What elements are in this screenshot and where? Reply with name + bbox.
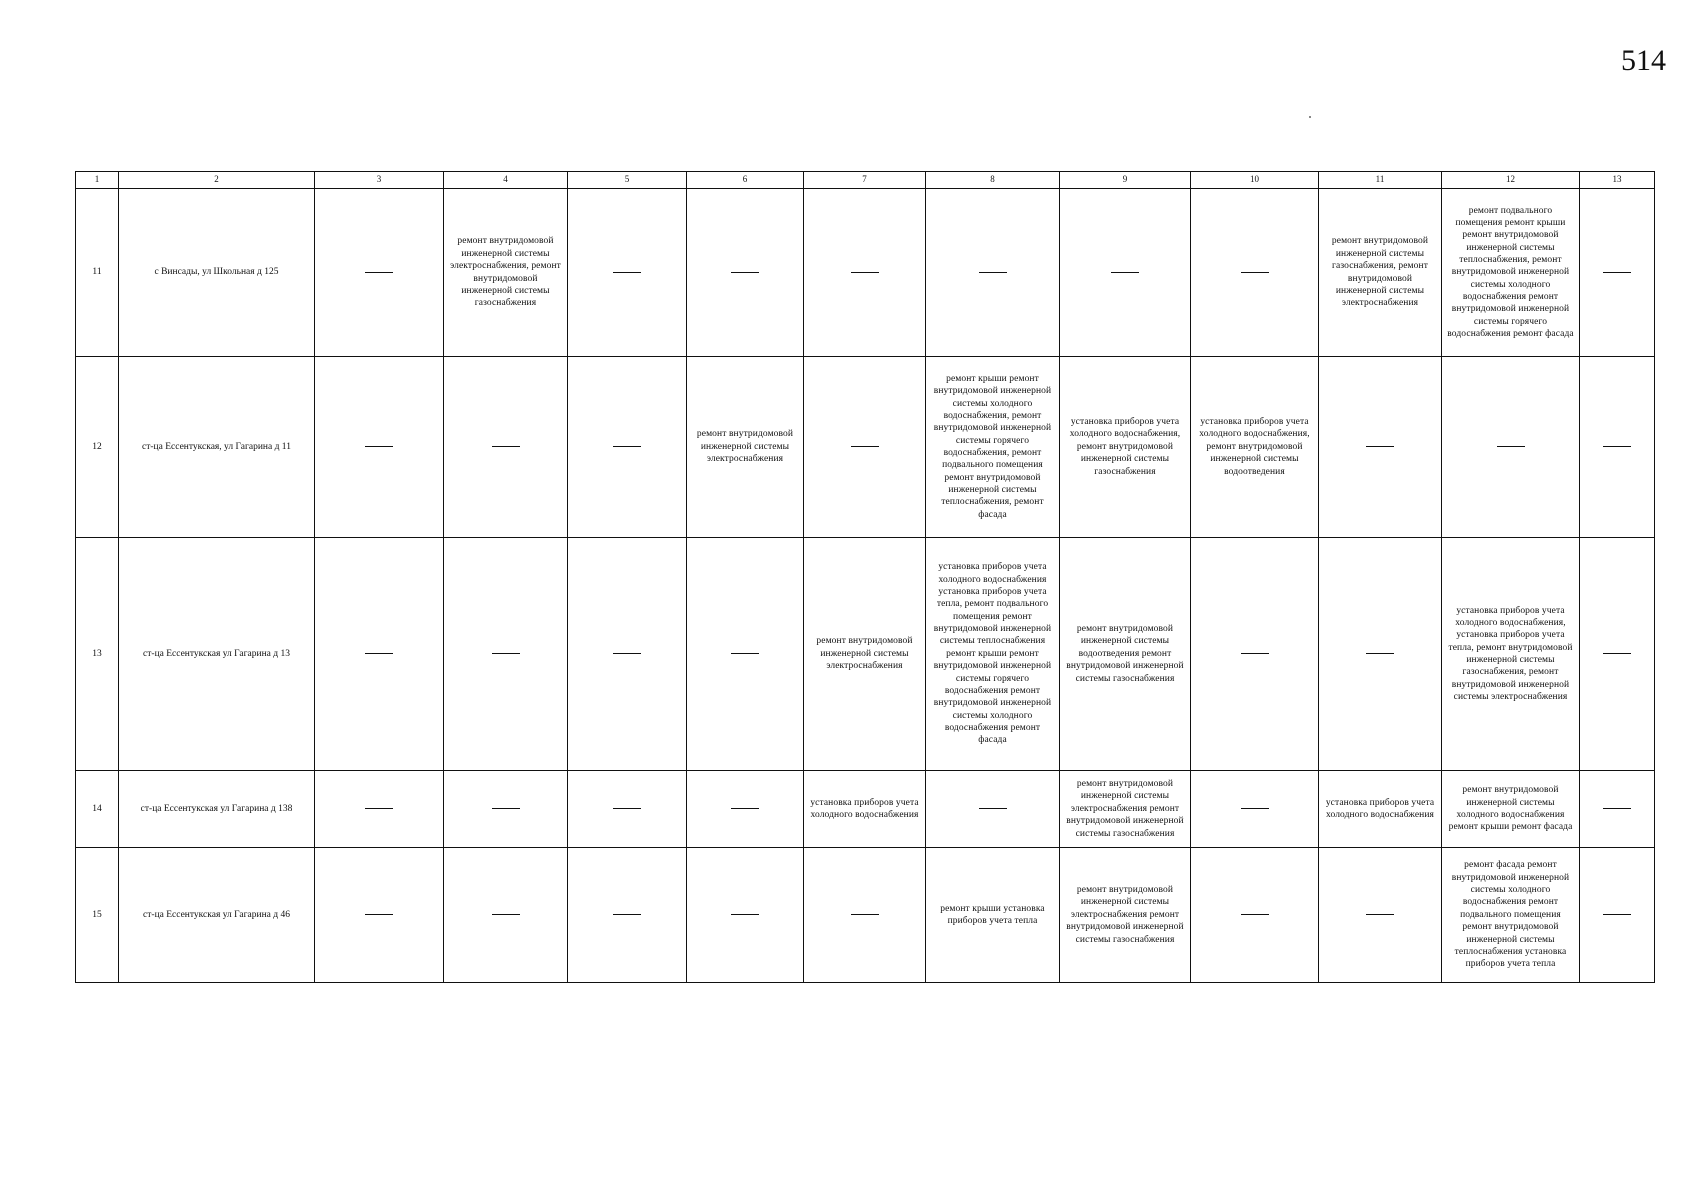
column-header: 1	[76, 172, 119, 189]
dash-mark	[731, 808, 759, 809]
row-number: 13	[76, 538, 119, 771]
empty-cell	[687, 771, 804, 848]
dash-mark	[1603, 272, 1631, 273]
dash-mark	[1603, 446, 1631, 447]
table-row	[76, 357, 1655, 538]
row-number: 14	[76, 771, 119, 848]
dash-mark	[1366, 446, 1394, 447]
works-cell: ремонт внутридомовой инженерной системы электроснабжения ремонт внутридомовой инженерной системы газоснабжения	[1060, 848, 1191, 983]
empty-cell	[1580, 771, 1655, 848]
row-number: 12	[76, 357, 119, 538]
empty-cell	[1580, 848, 1655, 983]
page-number: 514	[1621, 44, 1666, 77]
dash-mark	[1241, 272, 1269, 273]
dash-mark	[979, 272, 1007, 273]
address-cell: ст-ца Ессентукская ул Гагарина д 46	[119, 848, 315, 983]
empty-cell	[444, 771, 568, 848]
dash-mark	[365, 446, 393, 447]
works-cell: ремонт фасада ремонт внутридомовой инженерной системы холодного водоснабжения ремонт подвального помещения ремонт внутридомовой инженерной системы теплоснабжения установка приборов учета тепла	[1442, 848, 1580, 983]
dash-mark	[731, 272, 759, 273]
dash-mark	[1111, 272, 1139, 273]
works-cell: ремонт внутридомовой инженерной системы холодного водоснабжения ремонт крыши ремонт фасада	[1442, 771, 1580, 848]
column-header: 12	[1442, 172, 1580, 189]
address-cell: ст-ца Ессентукская ул Гагарина д 138	[119, 771, 315, 848]
dash-mark	[851, 272, 879, 273]
dash-mark	[613, 914, 641, 915]
works-cell: установка приборов учета холодного водоснабжения, установка приборов учета тепла, ремонт внутридомовой инженерной системы газоснабжения, ремонт внутридомовой инженерной системы электроснабжения	[1442, 538, 1580, 771]
works-cell: ремонт внутридомовой инженерной системы водоотведения ремонт внутридомовой инженерной системы газоснабжения	[1060, 538, 1191, 771]
works-cell: установка приборов учета холодного водоснабжения установка приборов учета тепла, ремонт подвального помещения ремонт внутридомовой инженерной системы теплоснабжения ремонт крыши ремонт внутридомовой инженерной системы горячего водоснабжения ремонт внутридомовой инженерной системы холодного водоснабжения ремонт фасада	[926, 538, 1060, 771]
empty-cell	[1191, 189, 1319, 357]
column-header: 10	[1191, 172, 1319, 189]
column-header: 8	[926, 172, 1060, 189]
works-cell: ремонт крыши установка приборов учета тепла	[926, 848, 1060, 983]
dash-mark	[365, 914, 393, 915]
row-number: 11	[76, 189, 119, 357]
column-header: 3	[315, 172, 444, 189]
empty-cell	[568, 771, 687, 848]
table-row	[76, 771, 1655, 848]
dash-mark	[979, 808, 1007, 809]
dash-mark	[1603, 808, 1631, 809]
empty-cell	[1319, 848, 1442, 983]
empty-cell	[687, 189, 804, 357]
empty-cell	[444, 848, 568, 983]
column-header: 6	[687, 172, 804, 189]
empty-cell	[804, 189, 926, 357]
works-cell: ремонт внутридомовой инженерной системы электроснабжения	[804, 538, 926, 771]
dash-mark	[613, 808, 641, 809]
dash-mark	[613, 653, 641, 654]
empty-cell	[315, 538, 444, 771]
empty-cell	[1191, 848, 1319, 983]
dash-mark	[492, 446, 520, 447]
dash-mark	[731, 914, 759, 915]
dash-mark	[365, 808, 393, 809]
empty-cell	[1442, 357, 1580, 538]
empty-cell	[444, 357, 568, 538]
dash-mark	[365, 272, 393, 273]
empty-cell	[926, 189, 1060, 357]
works-cell: установка приборов учета холодного водоснабжения	[804, 771, 926, 848]
empty-cell	[1319, 357, 1442, 538]
column-header: 13	[1580, 172, 1655, 189]
empty-cell	[315, 771, 444, 848]
dash-mark	[1603, 653, 1631, 654]
dash-mark	[1241, 914, 1269, 915]
scan-speck	[1309, 116, 1311, 118]
dash-mark	[731, 653, 759, 654]
works-cell: установка приборов учета холодного водоснабжения, ремонт внутридомовой инженерной системы водоотведения	[1191, 357, 1319, 538]
dash-mark	[365, 653, 393, 654]
works-cell: ремонт внутридомовой инженерной системы электроснабжения ремонт внутридомовой инженерной системы газоснабжения	[1060, 771, 1191, 848]
empty-cell	[315, 848, 444, 983]
empty-cell	[1580, 357, 1655, 538]
empty-cell	[804, 357, 926, 538]
column-header: 7	[804, 172, 926, 189]
dash-mark	[1366, 914, 1394, 915]
address-cell: ст-ца Ессентукская ул Гагарина д 13	[119, 538, 315, 771]
table-row	[76, 538, 1655, 771]
empty-cell	[568, 189, 687, 357]
column-header: 5	[568, 172, 687, 189]
works-cell: установка приборов учета холодного водоснабжения, ремонт внутридомовой инженерной системы газоснабжения	[1060, 357, 1191, 538]
dash-mark	[1241, 653, 1269, 654]
dash-mark	[1241, 808, 1269, 809]
dash-mark	[1497, 446, 1525, 447]
dash-mark	[851, 914, 879, 915]
empty-cell	[444, 538, 568, 771]
address-cell: с Винсады, ул Школьная д 125	[119, 189, 315, 357]
empty-cell	[926, 771, 1060, 848]
empty-cell	[1060, 189, 1191, 357]
dash-mark	[613, 446, 641, 447]
works-cell: ремонт крыши ремонт внутридомовой инженерной системы холодного водоснабжения, ремонт внутридомовой инженерной системы горячего водоснабжения, ремонт подвального помещения ремонт внутридомовой инженерной системы теплоснабжения, ремонт фасада	[926, 357, 1060, 538]
empty-cell	[687, 848, 804, 983]
dash-mark	[851, 446, 879, 447]
works-cell: ремонт внутридомовой инженерной системы электроснабжения	[687, 357, 804, 538]
column-header: 4	[444, 172, 568, 189]
row-number: 15	[76, 848, 119, 983]
empty-cell	[568, 357, 687, 538]
empty-cell	[568, 538, 687, 771]
dash-mark	[613, 272, 641, 273]
dash-mark	[492, 808, 520, 809]
column-header: 2	[119, 172, 315, 189]
dash-mark	[1603, 914, 1631, 915]
empty-cell	[315, 189, 444, 357]
dash-mark	[492, 653, 520, 654]
empty-cell	[315, 357, 444, 538]
empty-cell	[568, 848, 687, 983]
address-cell: ст-ца Ессентукская, ул Гагарина д 11	[119, 357, 315, 538]
column-number-row	[76, 172, 1655, 189]
works-table	[75, 171, 1655, 983]
column-header: 9	[1060, 172, 1191, 189]
empty-cell	[1580, 538, 1655, 771]
works-cell: ремонт подвального помещения ремонт крыши ремонт внутридомовой инженерной системы теплоснабжения, ремонт внутридомовой инженерной системы холодного водоснабжения ремонт внутридомовой инженерной системы горячего водоснабжения ремонт фасада	[1442, 189, 1580, 357]
works-cell: ремонт внутридомовой инженерной системы газоснабжения, ремонт внутридомовой инженерной системы электроснабжения	[1319, 189, 1442, 357]
table-row	[76, 848, 1655, 983]
empty-cell	[687, 538, 804, 771]
empty-cell	[1580, 189, 1655, 357]
empty-cell	[1191, 771, 1319, 848]
column-header: 11	[1319, 172, 1442, 189]
empty-cell	[1191, 538, 1319, 771]
works-cell: ремонт внутридомовой инженерной системы электроснабжения, ремонт внутридомовой инженерной системы газоснабжения	[444, 189, 568, 357]
table-row	[76, 189, 1655, 357]
empty-cell	[804, 848, 926, 983]
dash-mark	[1366, 653, 1394, 654]
empty-cell	[1319, 538, 1442, 771]
works-cell: установка приборов учета холодного водоснабжения	[1319, 771, 1442, 848]
dash-mark	[492, 914, 520, 915]
